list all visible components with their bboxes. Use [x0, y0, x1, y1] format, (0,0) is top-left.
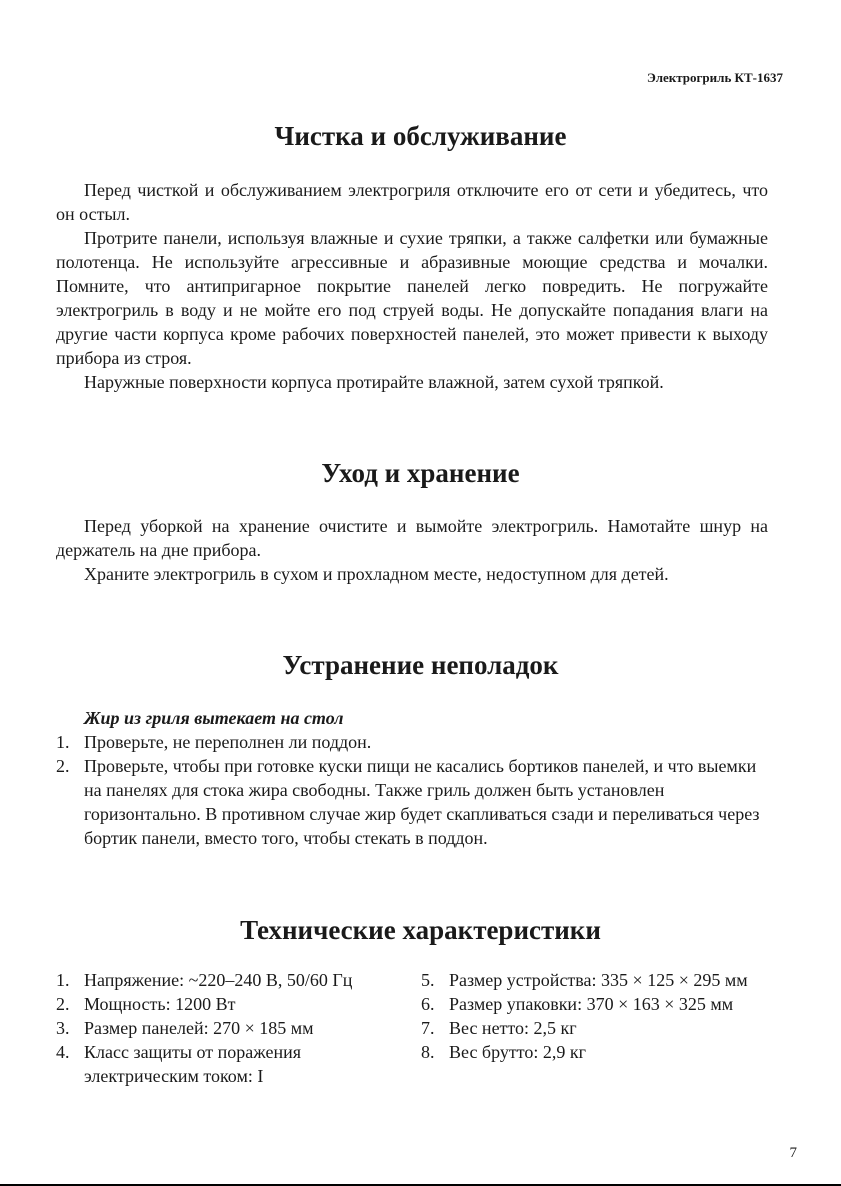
specs-title: Технические характеристики [240, 915, 601, 945]
storage-title: Уход и хранение [321, 458, 520, 488]
list-item: 3. Размер панелей: 270 × 185 мм [56, 1018, 314, 1038]
storage-paragraph-2: Храните электрогриль в сухом и прохладном месте, недоступном для детей. [84, 564, 669, 584]
specs-list-left [56, 968, 408, 1088]
list-item: 1. Напряжение: ~220–240 В, 50/60 Гц [56, 970, 353, 990]
storage-paragraph-1: Перед уборкой на хранение очистите и вымойте электрогриль. Намотайте шнур на держатель на дне прибора. [56, 516, 768, 560]
list-item: 5. Размер устройства: 335 × 125 × 295 мм [421, 970, 748, 990]
page-number: 7 [789, 1145, 797, 1161]
document-header: Электрогриль КТ-1637 [647, 70, 783, 85]
troubleshooting-list [56, 730, 768, 850]
troubleshooting-subtitle: Жир из гриля вытекает на стол [84, 708, 344, 728]
list-item: 8. Вес брутто: 2,9 кг [421, 1042, 586, 1062]
troubleshooting-title: Устранение неполадок [282, 650, 559, 680]
list-item: 1. Проверьте, не переполнен ли поддон. [56, 732, 372, 752]
list-item: 2. Проверьте, чтобы при готовке куски пищи не касались бортиков панелей, и что выемки на панелях для стока жира свободны. Также гриль должен быть установлен горизонтально. В противном случае жир будет скапливаться сзади и переливаться через бортик панели, вместо того, чтобы стекать в поддон. [56, 756, 760, 848]
cleaning-paragraph-2: Протрите панели, используя влажные и сухие тряпки, а также салфетки или бумажные полотенца. Не используйте агрессивные и абразивные моющие средства и мочалки. Помните, что антипригарное покрытие панелей легко повредить. Не погружайте электрогриль в воду и не мойте его под струей воды. Не допускайте попадания влаги на другие части корпуса кроме рабочих поверхностей панелей, это может привести к выходу прибора из строя. [56, 228, 768, 368]
list-item: 4. Класс защиты от поражения электрическим током: I [56, 1042, 301, 1086]
list-item: 7. Вес нетто: 2,5 кг [421, 1018, 577, 1038]
cleaning-paragraph-3: Наружные поверхности корпуса протирайте влажной, затем сухой тряпкой. [84, 372, 664, 392]
list-item: 2. Мощность: 1200 Вт [56, 994, 236, 1014]
cleaning-paragraph-1: Перед чисткой и обслуживанием электрогриля отключите его от сети и убедитесь, что он остыл. [56, 180, 768, 224]
cleaning-title: Чистка и обслуживание [274, 121, 567, 151]
list-item: 6. Размер упаковки: 370 × 163 × 325 мм [421, 994, 734, 1014]
specs-list-right [421, 968, 791, 1064]
